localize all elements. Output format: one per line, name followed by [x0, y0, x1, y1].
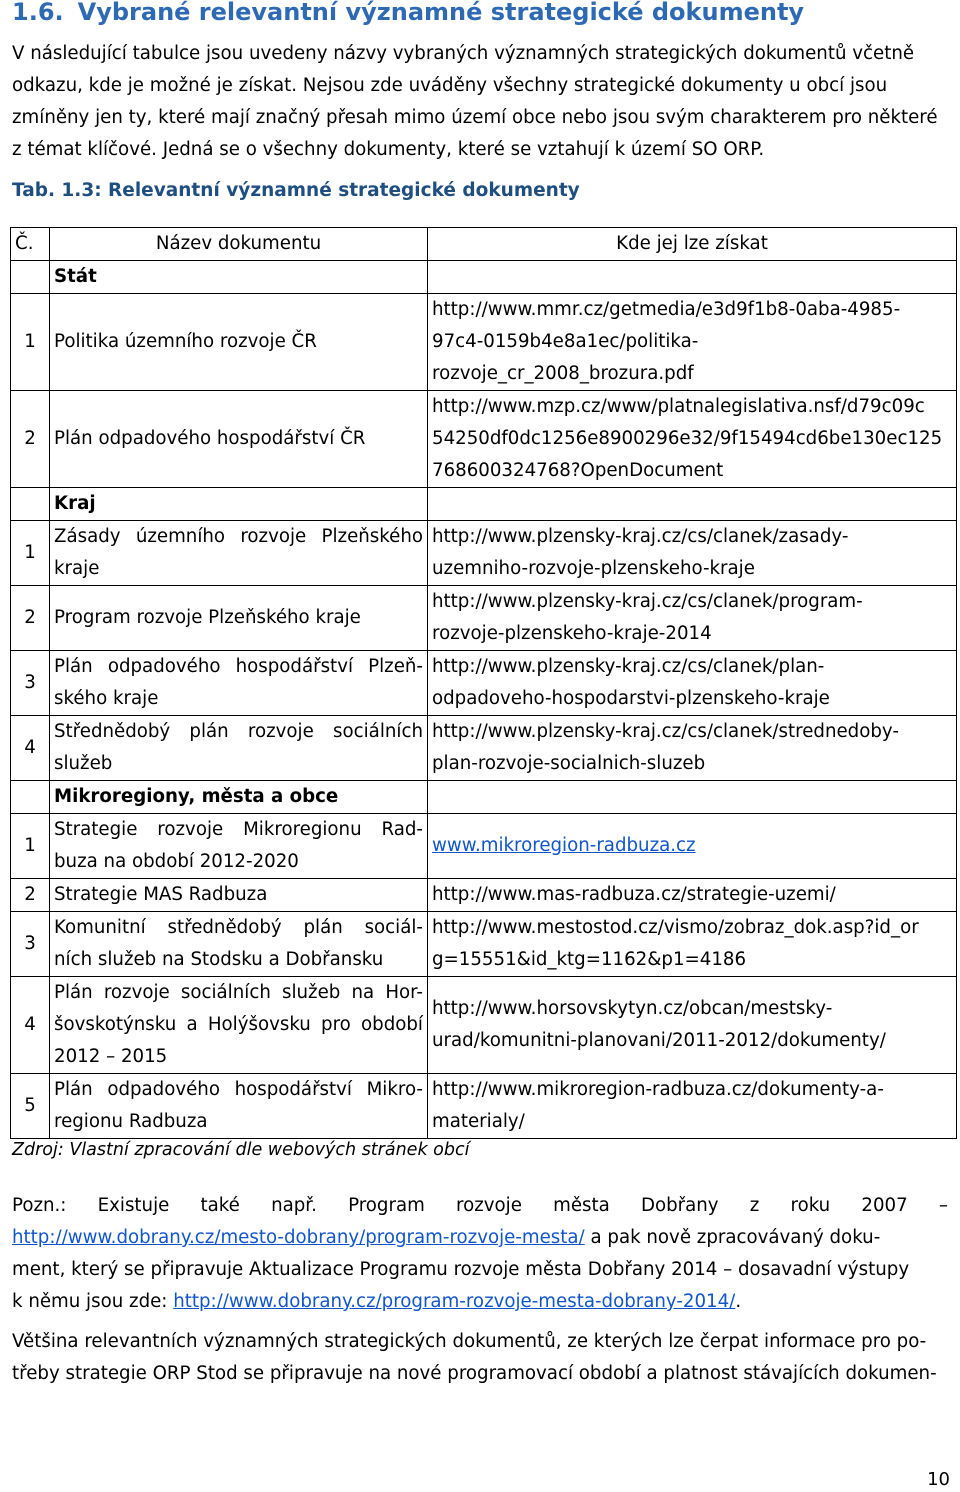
section-row-stat — [11, 261, 957, 294]
table-row — [11, 977, 957, 1074]
table-row — [11, 586, 957, 651]
table-row — [11, 391, 957, 488]
intro-line: zmíněny jen ty, které mají značný přesah mimo území obce nebo jsou svým charakterem pro některé — [12, 107, 938, 128]
header-num: Č. — [11, 228, 50, 261]
dobrany-2014-link[interactable]: http://www.dobrany.cz/program-rozvoje-mesta-dobrany-2014/ — [173, 1291, 736, 1312]
document-url: http://www.mzp.cz/www/platnalegislativa.nsf/d79c09c 54250df0dc1256e8900296e32/9f15494cd6be130ec125 768600324768?OpenDocument — [428, 391, 957, 488]
row-number: 5 — [11, 1074, 50, 1139]
row-number: 3 — [11, 651, 50, 716]
note-line: http://www.dobrany.cz/mesto-dobrany/program-rozvoje-mesta/ a pak nově zpracovávaný doku- — [12, 1227, 881, 1248]
final-line: Většina relevantních významných strategických dokumentů, ze kterých lze čerpat informace pro po- — [12, 1331, 927, 1352]
document-url: http://www.mmr.cz/getmedia/e3d9f1b8-0aba-4985- 97c4-0159b4e8a1ec/politika- rozvoje_cr_2008_brozura.pdf — [428, 294, 957, 391]
document-url: http://www.mikroregion-radbuza.cz/dokumenty-a- materialy/ — [428, 1074, 957, 1139]
section-row-kraj — [11, 488, 957, 521]
section-label: Stát — [50, 261, 428, 294]
source-note: Zdroj: Vlastní zpracování dle webových stránek obcí — [12, 1140, 470, 1160]
document-name: Střednědobý plán rozvoje sociálních služeb — [50, 716, 428, 781]
document-name: Program rozvoje Plzeňského kraje — [50, 586, 428, 651]
row-number: 1 — [11, 814, 50, 879]
document-name: Plán odpadového hospodářství Plzeň- ského kraje — [50, 651, 428, 716]
final-line: třeby strategie ORP Stod se připravuje na nové programovací období a platnost stávajících dokumen- — [12, 1363, 937, 1384]
section-number: 1.6. — [12, 0, 64, 26]
table-row — [11, 1074, 957, 1139]
header-name: Název dokumentu — [50, 228, 428, 261]
section-label: Kraj — [50, 488, 428, 521]
section-heading — [12, 0, 804, 26]
row-number: 1 — [11, 521, 50, 586]
document-name: Komunitní střednědobý plán sociál- ních služeb na Stodsku a Dobřansku — [50, 912, 428, 977]
row-number: 1 — [11, 294, 50, 391]
document-name: Plán odpadového hospodářství Mikro- regionu Radbuza — [50, 1074, 428, 1139]
document-url: http://www.mas-radbuza.cz/strategie-uzemi/ — [428, 879, 957, 912]
document-url: http://www.plzensky-kraj.cz/cs/clanek/zasady- uzemniho-rozvoje-plzenskeho-kraje — [428, 521, 957, 586]
section-row-mikro — [11, 781, 957, 814]
header-url: Kde jej lze získat — [428, 228, 957, 261]
table-row — [11, 521, 957, 586]
table-row — [11, 716, 957, 781]
table-row — [11, 879, 957, 912]
dobrany-program-link[interactable]: http://www.dobrany.cz/mesto-dobrany/program-rozvoje-mesta/ — [12, 1227, 585, 1248]
document-name: Politika územního rozvoje ČR — [50, 294, 428, 391]
note-line: Pozn.: Existuje také např. Program rozvoje města Dobřany z roku 2007 – — [12, 1195, 948, 1216]
row-number: 2 — [11, 391, 50, 488]
note-line: ment, který se připravuje Aktualizace Programu rozvoje města Dobřany 2014 – dosavadní výstupy — [12, 1259, 910, 1280]
note-paragraph — [12, 1190, 948, 1318]
table-header-row — [11, 228, 957, 261]
document-url[interactable] — [428, 814, 957, 879]
table-row — [11, 651, 957, 716]
document-url: http://www.horsovskytyn.cz/obcan/mestsky- urad/komunitni-planovani/2011-2012/dokumenty/ — [428, 977, 957, 1074]
table-row — [11, 912, 957, 977]
row-number: 4 — [11, 977, 50, 1074]
documents-table — [10, 227, 957, 1139]
table-row — [11, 294, 957, 391]
intro-line: odkazu, kde je možné je získat. Nejsou zde uváděny všechny strategické dokumenty u obcí jsou — [12, 75, 888, 96]
intro-paragraph — [12, 38, 948, 166]
document-name: Zásady územního rozvoje Plzeňského kraje — [50, 521, 428, 586]
row-number: 3 — [11, 912, 50, 977]
page-number: 10 — [927, 1469, 950, 1490]
row-number: 4 — [11, 716, 50, 781]
note-line: k němu jsou zde: http://www.dobrany.cz/program-rozvoje-mesta-dobrany-2014/. — [12, 1291, 742, 1312]
intro-line: z témat klíčové. Jedná se o všechny dokumenty, které se vztahují k území SO ORP. — [12, 139, 765, 160]
document-url: http://www.plzensky-kraj.cz/cs/clanek/strednedoby- plan-rozvoje-socialnich-sluzeb — [428, 716, 957, 781]
document-url: http://www.mestostod.cz/vismo/zobraz_dok.asp?id_or g=15551&id_ktg=1162&p1=4186 — [428, 912, 957, 977]
final-paragraph — [12, 1326, 948, 1390]
intro-line: V následující tabulce jsou uvedeny názvy vybraných významných strategických dokumentů včetně — [12, 43, 915, 64]
table-caption: Tab. 1.3: Relevantní významné strategické dokumenty — [12, 180, 580, 201]
document-url: http://www.plzensky-kraj.cz/cs/clanek/plan- odpadoveho-hospodarstvi-plzenskeho-kraje — [428, 651, 957, 716]
row-number: 2 — [11, 879, 50, 912]
document-name: Plán rozvoje sociálních služeb na Hor- šovskotýnsku a Holýšovsku pro období 2012 – 2015 — [50, 977, 428, 1074]
section-label: Mikroregiony, města a obce — [50, 781, 428, 814]
document-name: Plán odpadového hospodářství ČR — [50, 391, 428, 488]
document-name: Strategie MAS Radbuza — [50, 879, 428, 912]
document-link[interactable]: www.mikroregion-radbuza.cz — [432, 835, 696, 856]
section-title: Vybrané relevantní významné strategické dokumenty — [77, 0, 805, 26]
document-name: Strategie rozvoje Mikroregionu Rad- buza na období 2012-2020 — [50, 814, 428, 879]
document-url: http://www.plzensky-kraj.cz/cs/clanek/program- rozvoje-plzenskeho-kraje-2014 — [428, 586, 957, 651]
row-number: 2 — [11, 586, 50, 651]
table-row — [11, 814, 957, 879]
